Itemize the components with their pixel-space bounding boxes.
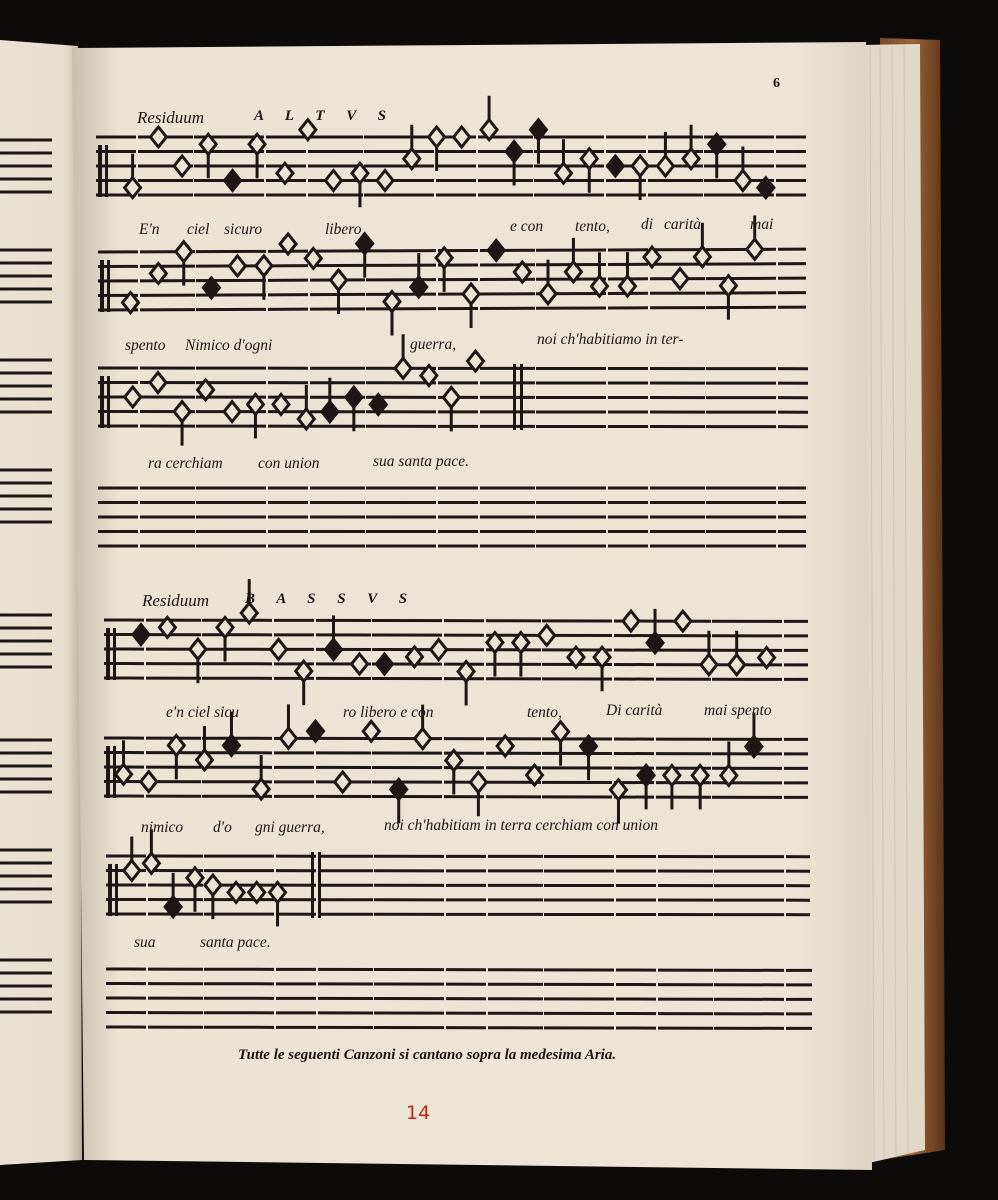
altus-lyric: sicuro — [224, 221, 263, 238]
staff-line — [104, 738, 808, 739]
clef-bar — [105, 145, 108, 197]
bassus-lyric: sua — [134, 934, 156, 951]
double-bar — [513, 364, 516, 430]
altus-lyric: e con — [510, 218, 544, 235]
staff-line — [104, 635, 808, 636]
altus-lyric: con union — [258, 455, 320, 472]
bassus-lyric: mai spento — [704, 702, 772, 719]
clef-bar — [107, 376, 110, 428]
pencil-number: 14 — [406, 1102, 431, 1124]
folio-number: 6 — [773, 76, 780, 91]
bassus-lyric: ro libero e con — [343, 704, 434, 721]
staff-line — [98, 412, 808, 413]
bassus-lyric: nimico — [141, 819, 184, 836]
clef-bar — [98, 145, 102, 197]
altus-lyric: noi ch'habitiamo in ter- — [537, 331, 684, 348]
clef-bar — [100, 376, 104, 428]
staff-line — [106, 1013, 812, 1014]
altus-header: Residuum — [137, 108, 205, 127]
bassus-lyric: tento, — [527, 704, 562, 721]
clef-bar — [106, 628, 110, 680]
altus-lyric: ciel — [187, 221, 210, 238]
clef-bar — [113, 628, 116, 680]
staff-line — [106, 969, 812, 970]
staff-line — [106, 871, 810, 872]
clef-bar — [106, 746, 110, 798]
bassus-header: Residuum — [142, 591, 210, 610]
bassus-lyric: gni guerra, — [255, 819, 325, 836]
bassus-lyric: e'n ciel sicu — [166, 704, 240, 721]
altus-lyric: carità — [664, 216, 702, 233]
altus-lyric: di — [641, 216, 654, 233]
clef-bar — [107, 260, 110, 312]
clef-bar — [108, 864, 112, 916]
staff-line — [104, 649, 808, 650]
altus-lyric: Nimico d'ogni — [185, 337, 273, 354]
altus-lyric: E'n — [139, 221, 160, 238]
double-bar — [311, 852, 314, 918]
altus-lyric: mai — [750, 216, 774, 233]
altus-voice-name: A L T V S — [254, 108, 396, 124]
altus-lyric: spento — [125, 337, 166, 354]
staff-line — [104, 678, 808, 679]
clef-bar — [115, 864, 118, 916]
double-bar — [318, 852, 321, 918]
bassus-lyric: noi ch'habitiam in terra cerchiam con union — [384, 817, 658, 834]
altus-lyric: sua santa pace. — [373, 453, 470, 470]
clef-bar — [100, 260, 104, 312]
bassus-lyric: Di carità — [606, 702, 663, 719]
staff-line — [106, 856, 810, 857]
staff-line — [104, 620, 808, 621]
staff-line — [98, 368, 808, 369]
bassus-lyric: d'o — [213, 819, 232, 836]
staff-line — [106, 984, 812, 985]
altus-lyric: guerra, — [410, 336, 457, 353]
bassus-lyric: santa pace. — [200, 934, 271, 951]
double-bar — [520, 364, 523, 430]
staff-line — [106, 998, 812, 999]
altus-lyric: ra cerchiam — [148, 455, 223, 472]
altus-lyric: tento, — [575, 218, 610, 235]
bassus-voice-name: B A S S V S — [245, 591, 417, 607]
altus-lyric: libero — [325, 221, 362, 238]
staff-line — [104, 796, 808, 797]
staff-line — [106, 1027, 812, 1028]
left-page — [0, 40, 82, 1165]
footer-note: Tutte le seguenti Canzoni si cantano sopra la medesima Aria. — [238, 1047, 617, 1063]
staff-line — [98, 426, 808, 427]
